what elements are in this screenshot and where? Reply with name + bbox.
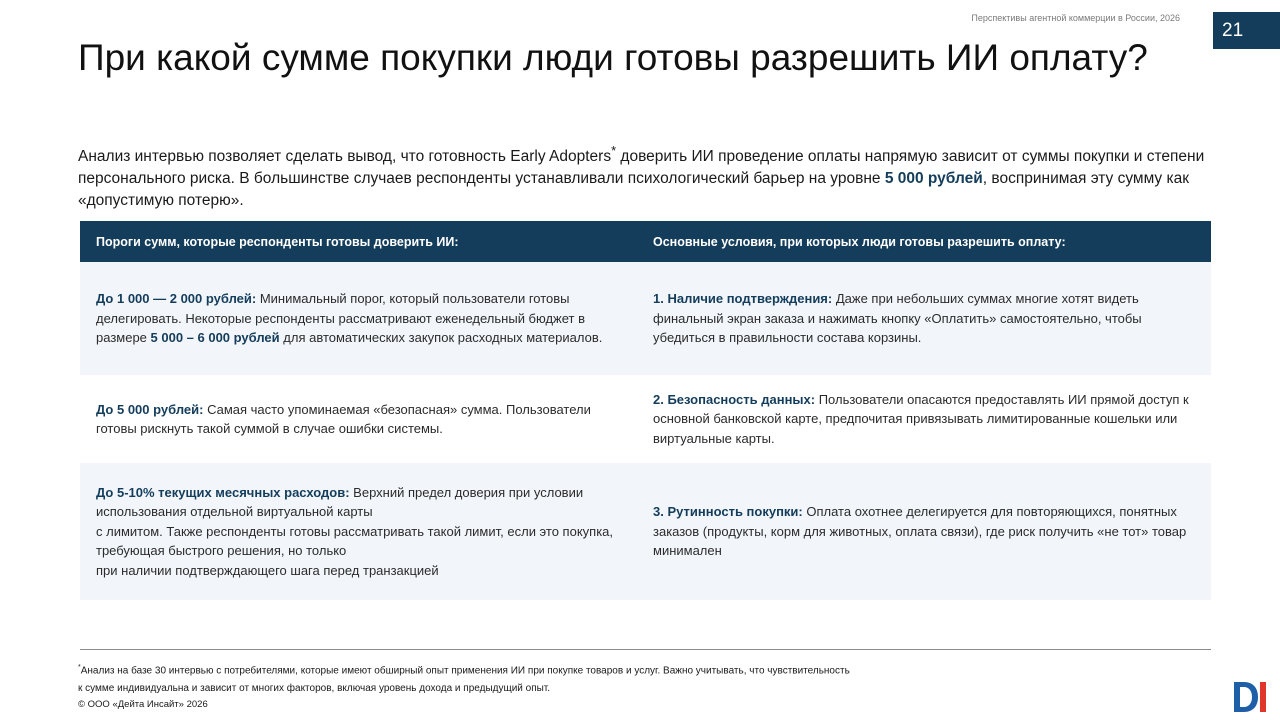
threshold-text: Самая часто упоминаемая «безопасная» сумма. Пользователи готовы рискнуть такой суммой в случае ошибки системы. <box>96 401 591 436</box>
condition-text: Оплата охотнее делегируется для повторяющихся, понятных заказов (продукты, корм для животных, оплата связи), где риск получить «не тот» товар минимален <box>653 504 1187 559</box>
table-row <box>80 262 1211 375</box>
threshold-text-2: для автоматических закупок расходных материалов. <box>279 330 603 346</box>
footnote <box>78 659 1078 698</box>
page-title: При какой сумме покупки люди готовы разрешить ИИ оплату? <box>78 37 1148 78</box>
threshold-cell <box>80 289 637 347</box>
threshold-text: Верхний предел доверия при условии использования отдельной виртуальной карты <box>96 484 584 520</box>
table-row <box>80 463 1211 600</box>
lead-text-1: Анализ интервью позволяет сделать вывод, что готовность Early Adopters <box>78 148 612 166</box>
threshold-text-2: с лимитом. Также респонденты готовы рассматривать такой лимит, если это покупка, требующая быстрого решения, но только <box>96 523 614 559</box>
page-number: 21 <box>1213 12 1280 49</box>
condition-text: Даже при небольших суммах многие хотят видеть финальный экран заказа и нажимать кнопку «Оплатить» самостоятельно, чтобы убедиться в правильности состава корзины. <box>653 291 1142 346</box>
condition-text: Пользователи опасаются предоставлять ИИ прямой доступ к основной банковской карте, предпочитая привязывать лимитированные кошельки или виртуальные карты. <box>653 391 1189 446</box>
thresholds-table <box>80 221 1211 600</box>
condition-label: 1. Наличие подтверждения: <box>653 291 833 307</box>
threshold-text: Минимальный порог, который пользователи готовы делегировать. Некоторые респонденты рассматривают еженедельный бюджет в размере <box>96 291 586 346</box>
threshold-label: До 5 000 рублей: <box>96 401 204 417</box>
condition-label: 3. Рутинность покупки: <box>653 504 803 520</box>
condition-cell <box>637 502 1211 560</box>
copyright: © ООО «Дейта Инсайт» 2026 <box>78 699 208 710</box>
condition-label: 2. Безопасность данных: <box>653 391 816 407</box>
lead-paragraph <box>78 140 1208 212</box>
di-logo-icon <box>1234 682 1268 712</box>
threshold-label-2: 5 000 – 6 000 рублей <box>150 330 280 346</box>
threshold-label: До 5-10% текущих месячных расходов: <box>96 484 350 500</box>
lead-highlight: 5 000 рублей <box>884 170 983 188</box>
table-row <box>80 375 1211 463</box>
threshold-cell <box>80 400 637 439</box>
condition-cell <box>637 289 1211 347</box>
threshold-cell <box>80 483 637 580</box>
col2-header: Основные условия, при которых люди готовы разрешить оплату: <box>653 234 1066 249</box>
table-header <box>80 221 1211 262</box>
lead-text-2: доверить ИИ проведение оплаты напрямую зависит от суммы покупки и степени персонального риска. В большинстве случаев респонденты устанавливали психологический барьер на уровне <box>78 148 1205 188</box>
lead-text-3: , воспринимая эту сумму как «допустимую потерю». <box>78 170 1189 210</box>
header-note: Перспективы агентной коммерции в России, 2026 <box>971 13 1180 23</box>
footnote-divider <box>80 649 1211 650</box>
threshold-text-3: при наличии подтверждающего шага перед транзакцией <box>96 562 439 578</box>
condition-cell <box>637 390 1211 448</box>
col1-header: Пороги сумм, которые респонденты готовы доверить ИИ: <box>96 234 459 249</box>
footnote-asterisk: * <box>78 664 81 671</box>
threshold-label: До 1 000 — 2 000 рублей: <box>96 291 257 307</box>
lead-asterisk: * <box>611 143 617 158</box>
footnote-line-1: Анализ на базе 30 интервью с потребителями, которые имеют обширный опыт применения ИИ при покупке товаров и услуг. Важно учитывать, что чувствительность <box>80 665 850 677</box>
footnote-line-2: к сумме индивидуальна и зависит от многих факторов, включая уровень дохода и предыдущий опыт. <box>78 683 551 695</box>
